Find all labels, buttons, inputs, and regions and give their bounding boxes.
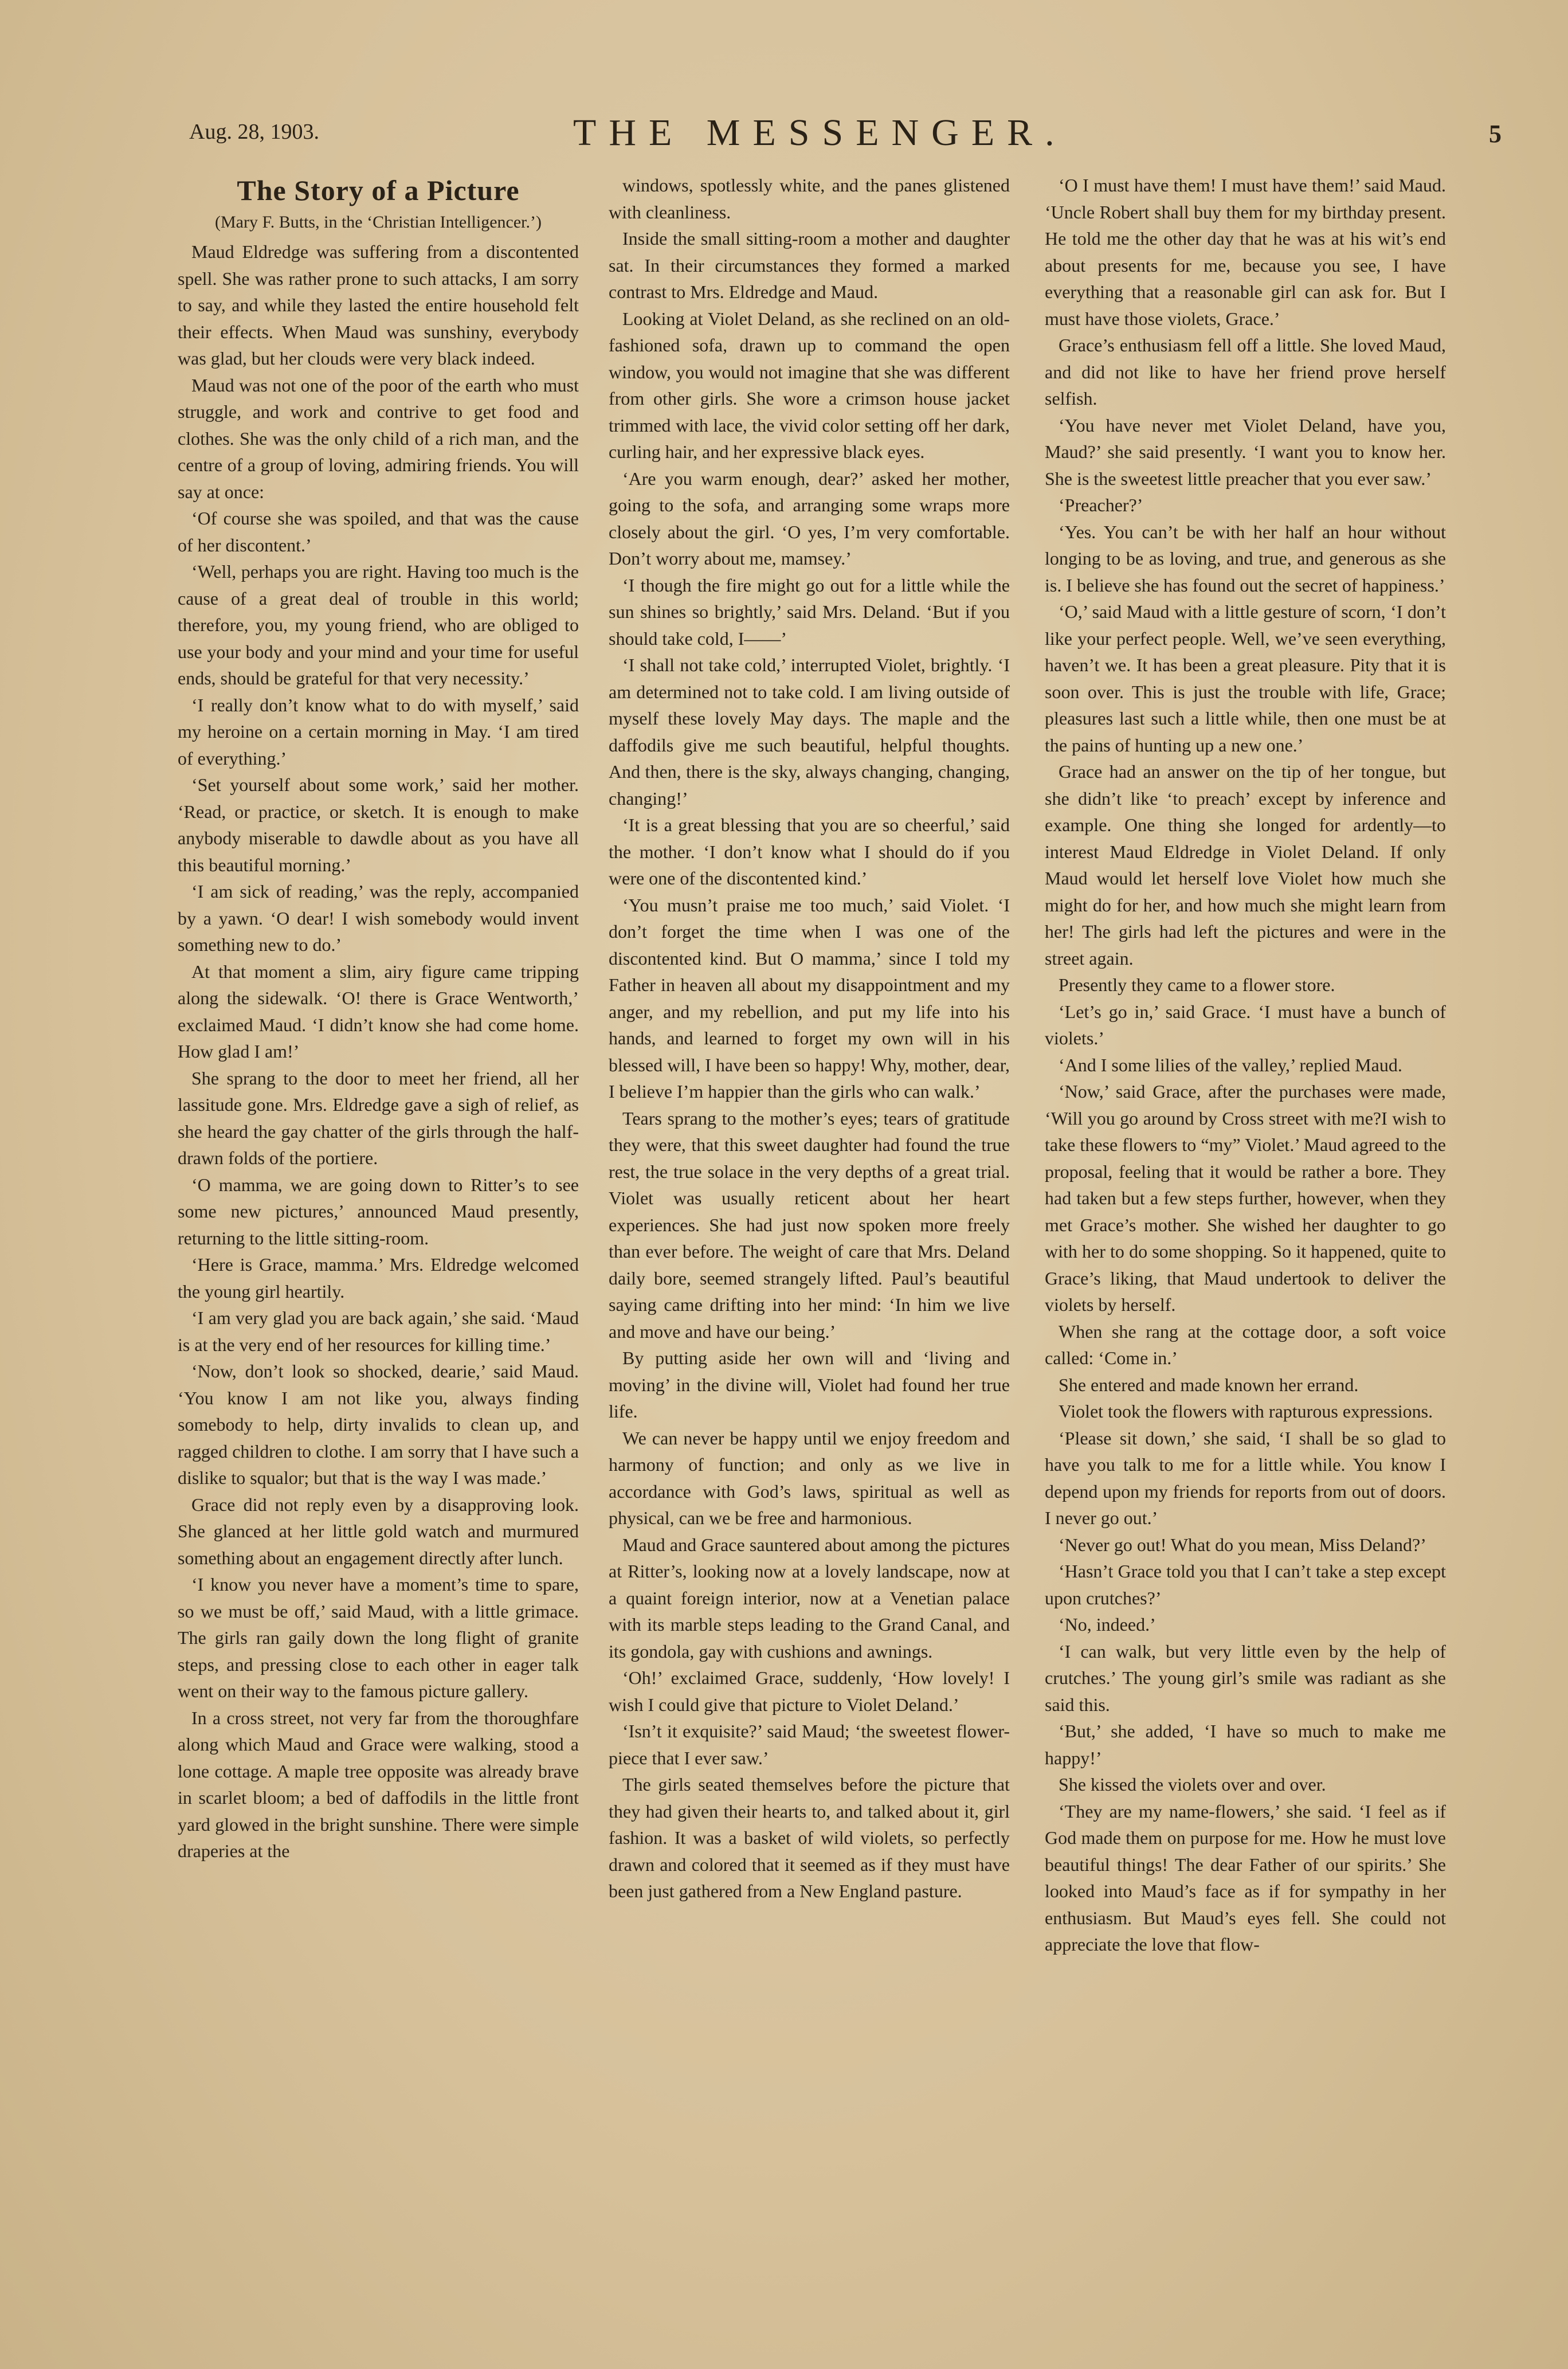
paragraph: ‘Of course she was spoiled, and that was the cause of her discontent.’: [178, 508, 579, 555]
paragraph: ‘Never go out! What do you mean, Miss Deland?’: [1059, 1534, 1426, 1555]
paragraph: Looking at Violet Deland, as she reclined on an old-fashioned sofa, drawn up to command the open window, you would not imagine that she was different from other girls. She wore a crimson house jacket trimmed with lace, the vivid color setting off her dark, curling hair, and her expressive black eyes.: [609, 308, 1010, 462]
paragraph: ‘I am sick of reading,’ was the reply, accompanied by a yawn. ‘O dear! I wish somebody would invent something new to do.’: [178, 881, 579, 955]
paragraph: ‘O mamma, we are going down to Ritter’s to see some new pictures,’ announced Maud presently, returning to the little sitting-room.: [178, 1174, 579, 1248]
text-column-3: [1045, 172, 1446, 2304]
paragraph: Grace had an answer on the tip of her tongue, but she didn’t like ‘to preach’ except by inference and example. One thing she longed for ardently—to interest Maud Eldredge in Violet Deland. If only Maud would let herself love Violet how much she might do for her, and how much she might learn from her! The girls had left the pictures and were in the street again.: [1045, 761, 1446, 969]
paragraph: ‘And I some lilies of the valley,’ replied Maud.: [1059, 1054, 1402, 1075]
paragraph: ‘You musn’t praise me too much,’ said Violet. ‘I don’t forget the time when I was one of the discontented kind. But O mamma,’ since I told my Father in heaven all about my disappointment and my anger, and my rebellion, and put my life into his hands, and learned to forget my own will in his blessed will, I have been so happy! Why, mother, dear, I believe I’m happier than the girls who can walk.’: [609, 894, 1010, 1102]
paragraph: Tears sprang to the mother’s eyes; tears of gratitude they were, that this sweet daughter had found the true rest, the true solace in the very depths of a great trial. Violet was usually reticent about her heart experiences. She had just now spoken more freely than ever before. The weight of care that Mrs. Deland daily bore, seemed strangely lifted. Paul’s beautiful saying came drifting into her mind: ‘In him we live and move and have our being.’: [609, 1107, 1010, 1342]
paragraph: Grace did not reply even by a disapproving look. She glanced at her little gold watch and murmured something about an engagement directly after lunch.: [178, 1494, 579, 1568]
paragraph: ‘You have never met Violet Deland, have you, Maud?’ she said presently. ‘I want you to know her. She is the sweetest little preacher that you ever saw.’: [1045, 414, 1446, 489]
story-title: The Story of a Picture: [237, 174, 520, 206]
paragraph: In a cross street, not very far from the thoroughfare along which Maud and Grace were walking, stood a lone cottage. A maple tree opposite was already brave in scarlet bloom; a bed of daffodils in the little front yard glowed in the bright sunshine. There were simple draperies at the: [178, 1707, 579, 1861]
paragraph: ‘Now, don’t look so shocked, dearie,’ said Maud. ‘You know I am not like you, always finding somebody to help, dirty invalids to clean up, and ragged children to clothe. I am sorry that I have such a dislike to squalor; but that is the way I was made.’: [178, 1361, 579, 1488]
paragraph: ‘I can walk, but very little even by the help of crutches.’ The young girl’s smile was radiant as she said this.: [1045, 1640, 1446, 1715]
paragraph: ‘No, indeed.’: [1059, 1614, 1156, 1635]
paragraph: ‘They are my name-flowers,’ she said. ‘I feel as if God made them on purpose for me. How he must love beautiful things! The dear Father of our spirits.’ She looked into Maud’s face as if for sympathy in her enthusiasm. But Maud’s eyes fell. She could not appreciate the love that flow-: [1045, 1800, 1446, 1955]
paragraph: ‘Let’s go in,’ said Grace. ‘I must have a bunch of violets.’: [1045, 1001, 1446, 1048]
paragraph: Maud and Grace sauntered about among the pictures at Ritter’s, looking now at a lovely landscape, now at a quaint foreign interior, now at a Venetian palace with its marble steps leading to the Grand Canal, and its gondola, gay with cushions and awnings.: [609, 1534, 1010, 1662]
paragraph: Violet took the flowers with rapturous expressions.: [1059, 1401, 1433, 1422]
paragraph: Grace’s enthusiasm fell off a little. She loved Maud, and did not like to have her friend prove herself selfish.: [1045, 335, 1446, 409]
paragraph: ‘Here is Grace, mamma.’ Mrs. Eldredge welcomed the young girl heartily.: [178, 1254, 579, 1302]
paragraph: ‘It is a great blessing that you are so cheerful,’ said the mother. ‘I don’t know what I should do if you were one of the discontented kind.’: [609, 815, 1010, 888]
newspaper-title: THE MESSENGER.: [573, 112, 1067, 154]
paragraph: Maud was not one of the poor of the earth who must struggle, and work and contrive to get food and clothes. She was the only child of a rich man, and the centre of a group of loving, admiring friends. You will say at once:: [178, 374, 579, 502]
paragraph: ‘Well, perhaps you are right. Having too much is the cause of a great deal of trouble in this world; therefore, you, my young friend, who are obliged to use your body and your mind and your time for useful ends, should be grateful for that very necessity.’: [178, 561, 579, 688]
paragraph: We can never be happy until we enjoy freedom and harmony of function; and only as we live in accordance with God’s laws, spiritual as well as physical, can we be free and harmonious.: [609, 1427, 1010, 1528]
paragraph: At that moment a slim, airy figure came tripping along the sidewalk. ‘O! there is Grace Wentworth,’ exclaimed Maud. ‘I didn’t know she had come home. How glad I am!’: [178, 961, 579, 1062]
paragraph: ‘Please sit down,’ she said, ‘I shall be so glad to have you talk to me for a little while. You know I depend upon my friends for reports from out of doors. I never go out.’: [1045, 1427, 1446, 1528]
paragraph: ‘But,’ she added, ‘I have so much to make me happy!’: [1045, 1721, 1446, 1768]
paragraph: Inside the small sitting-room a mother and daughter sat. In their circumstances they formed a marked contrast to Mrs. Eldredge and Maud.: [609, 228, 1010, 302]
paragraph: She entered and made known her errand.: [1059, 1374, 1359, 1395]
text-column-1: [178, 172, 579, 2304]
paragraph: ‘I know you never have a moment’s time to spare, so we must be off,’ said Maud, with a little grimace. The girls ran gaily down the long flight of granite steps, and pressing close to each other in eager talk went on their way to the famous picture gallery.: [178, 1574, 579, 1701]
paragraph: ‘O I must have them! I must have them!’ said Maud. ‘Uncle Robert shall buy them for my birthday present. He told me the other day that he was at his wit’s end about presents for me, because you see, I have everything that a reasonable girl can ask for. But I must have those violets, Grace.’: [1045, 175, 1446, 329]
paragraph: ‘I really don’t know what to do with myself,’ said my heroine on a certain morning in May. ‘I am tired of everything.’: [178, 694, 579, 769]
paragraph: windows, spotlessly white, and the panes glistened with cleanliness.: [609, 175, 1010, 222]
masthead: [183, 112, 1502, 178]
paragraph: By putting aside her own will and ‘living and moving’ in the divine will, Violet had found her true life.: [609, 1348, 1010, 1422]
paragraph: ‘Now,’ said Grace, after the purchases were made, ‘Will you go around by Cross street with me?I wish to take these flowers to “my” Violet.’ Maud agreed to the proposal, feeling that it would be rather a bore. They had taken but a few steps further, however, when they met Grace’s mother. She wished her daughter to go with her to do some shopping. So it happened, quite to Grace’s liking, that Maud undertook to deliver the violets by herself.: [1045, 1081, 1446, 1315]
paragraph: ‘Oh!’ exclaimed Grace, suddenly, ‘How lovely! I wish I could give that picture to Violet Deland.’: [609, 1667, 1010, 1715]
paragraph: ‘Isn’t it exquisite?’ said Maud; ‘the sweetest flower-piece that I ever saw.’: [609, 1721, 1010, 1768]
issue-date: Aug. 28, 1903.: [189, 120, 319, 144]
paragraph: ‘Set yourself about some work,’ said her mother. ‘Read, or practice, or sketch. It is enough to make anybody miserable to dawdle about as you have all this beautiful morning.’: [178, 774, 579, 875]
paragraph: ‘I shall not take cold,’ interrupted Violet, brightly. ‘I am determined not to take cold. I am living outside of myself these lovely May days. The maple and the daffodils give me such beautiful, helpful thoughts. And then, there is the sky, always changing, changing, changing!’: [609, 655, 1010, 809]
paragraph: ‘I am very glad you are back again,’ she said. ‘Maud is at the very end of her resources for killing time.’: [178, 1307, 579, 1355]
paragraph: ‘Hasn’t Grace told you that I can’t take a step except upon crutches?’: [1045, 1561, 1446, 1608]
text-column-2: [609, 172, 1010, 2304]
paragraph: Presently they came to a flower store.: [1059, 974, 1335, 995]
paragraph: ‘Yes. You can’t be with her half an hour without longing to be as loving, and true, and generous as she is. I believe she has found out the secret of happiness.’: [1045, 521, 1446, 596]
paragraph: She sprang to the door to meet her friend, all her lassitude gone. Mrs. Eldredge gave a sigh of relief, as she heard the gay chatter of the girls through the half-drawn folds of the portiere.: [178, 1067, 579, 1168]
paragraph: She kissed the violets over and over.: [1059, 1774, 1326, 1795]
story-byline: (Mary F. Butts, in the ‘Christian Intelligencer.’): [215, 213, 542, 232]
paragraph: ‘I though the fire might go out for a little while the sun shines so brightly,’ said Mrs. Deland. ‘But if you should take cold, I——’: [609, 574, 1010, 649]
paragraph: Maud Eldredge was suffering from a discontented spell. She was rather prone to such attacks, I am sorry to say, and while they lasted the entire household felt their effects. When Maud was sunshiny, everybody was glad, but her clouds were very black indeed.: [178, 241, 579, 369]
paragraph: When she rang at the cottage door, a soft voice called: ‘Come in.’: [1045, 1321, 1446, 1368]
paragraph: ‘Preacher?’: [1059, 495, 1143, 515]
paragraph: The girls seated themselves before the picture that they had given their hearts to, and talked about it, girl fashion. It was a basket of wild violets, so perfectly drawn and colored that it seemed as if they must have been just gathered from a New England pasture.: [609, 1774, 1010, 1901]
paragraph: ‘O,’ said Maud with a little gesture of scorn, ‘I don’t like your perfect people. Well, we’ve seen everything, haven’t we. It has been a great pleasure. Pity that it is soon over. This is just the trouble with life, Grace; pleasures last such a little while, then one must be at the pains of hunting up a new one.’: [1045, 601, 1446, 755]
page-number: 5: [1489, 120, 1502, 148]
paragraph: ‘Are you warm enough, dear?’ asked her mother, going to the sofa, and arranging some wraps more closely about the girl. ‘O yes, I’m very comfortable. Don’t worry about me, mamsey.’: [609, 468, 1010, 569]
